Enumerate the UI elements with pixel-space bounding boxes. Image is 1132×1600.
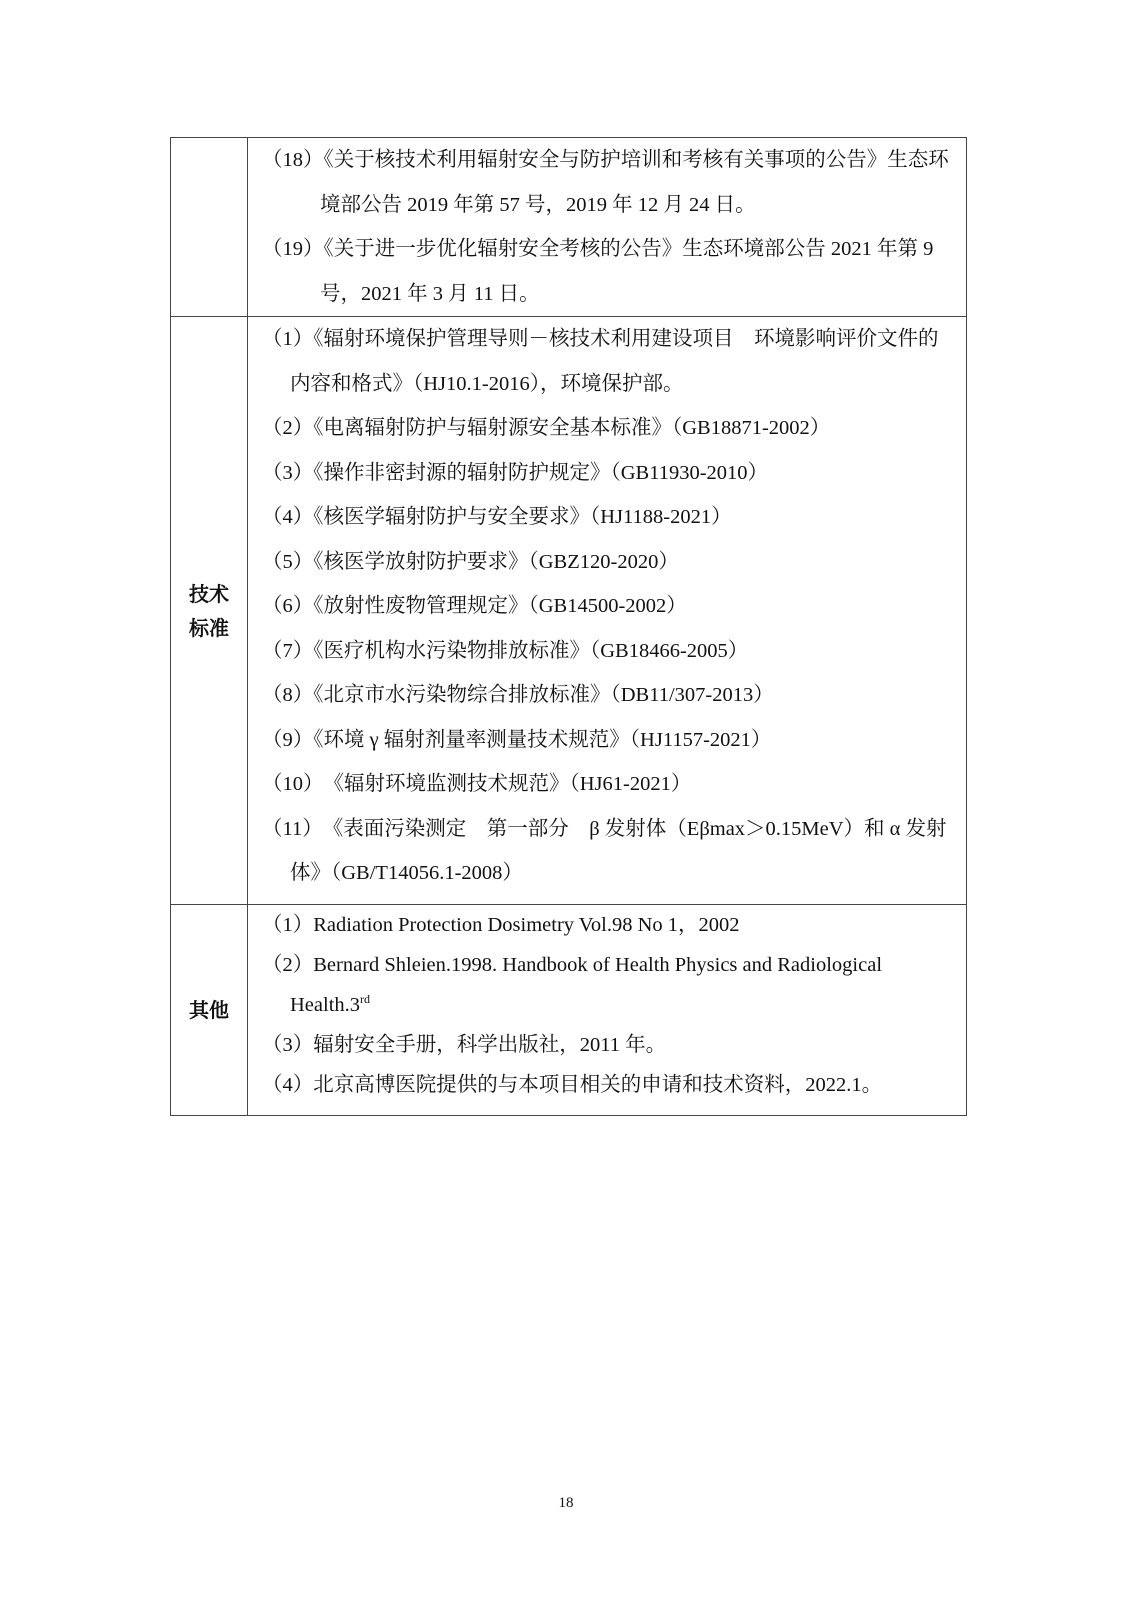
- row-label-empty: [171, 138, 248, 317]
- list-item: （4）《核医学辐射防护与安全要求》（HJ1188-2021）: [262, 506, 732, 528]
- page-number: 18: [558, 1495, 574, 1511]
- list-item: （4）北京高博医院提供的与本项目相关的申请和技术资料，2022.1。: [262, 1074, 883, 1096]
- list-item: （5）《核医学放射防护要求》（GBZ120-2020）: [262, 550, 679, 573]
- superscript: rd: [360, 992, 371, 1007]
- list-item: （1）《辐射环境保护管理导则－核技术利用建设项目 环境影响评价文件的内容和格式》（HJ10.1-2016），环境保护部。: [262, 328, 939, 395]
- table-row-technical-standards: [171, 317, 967, 905]
- table-row-regulations-continued: [171, 138, 967, 317]
- table-row-others: [171, 905, 967, 1116]
- list-item: （3）辐射安全手册，科学出版社，2011 年。: [262, 1034, 667, 1056]
- row-content: [248, 905, 967, 1116]
- list-item: （18）《关于核技术利用辐射安全与防护培训和考核有关事项的公告》生态环境部公告 2019 年第 57 号，2019 年 12 月 24 日。: [262, 149, 949, 216]
- list-item: （11） 《表面污染测定 第一部分 β 发射体（Eβmax＞0.15MeV）和 α 发射体》（GB/T14056.1-2008）: [262, 817, 947, 884]
- row-label-others: 其他: [171, 905, 248, 1116]
- references-table: [170, 137, 967, 1116]
- list-item: （6）《放射性废物管理规定》（GB14500-2002）: [262, 595, 687, 617]
- row-content: [248, 317, 967, 905]
- list-item: （9）《环境 γ 辐射剂量率测量技术规范》（HJ1157-2021）: [262, 728, 772, 751]
- row-content: [248, 138, 967, 317]
- list-item: （2）Bernard Shleien.1998. Handbook of Health Physics and Radiological Health.3rd: [262, 954, 883, 1016]
- list-item: （1）Radiation Protection Dosimetry Vol.98 No 1，2002: [262, 914, 740, 936]
- list-item: （8）《北京市水污染物综合排放标准》（DB11/307-2013）: [262, 684, 774, 706]
- list-item: （2）《电离辐射防护与辐射源安全基本标准》（GB18871-2002）: [262, 417, 831, 439]
- list-item: （3）《操作非密封源的辐射防护规定》（GB11930-2010）: [262, 461, 769, 484]
- list-item: （10） 《辐射环境监测技术规范》（HJ61-2021）: [262, 773, 692, 795]
- row-label-technical-standards: 技术标准: [171, 317, 248, 905]
- list-item: （19）《关于进一步优化辐射安全考核的公告》生态环境部公告 2021 年第 9 号，2021 年 3 月 11 日。: [262, 238, 934, 305]
- list-item: （7）《医疗机构水污染物排放标准》（GB18466-2005）: [262, 639, 749, 662]
